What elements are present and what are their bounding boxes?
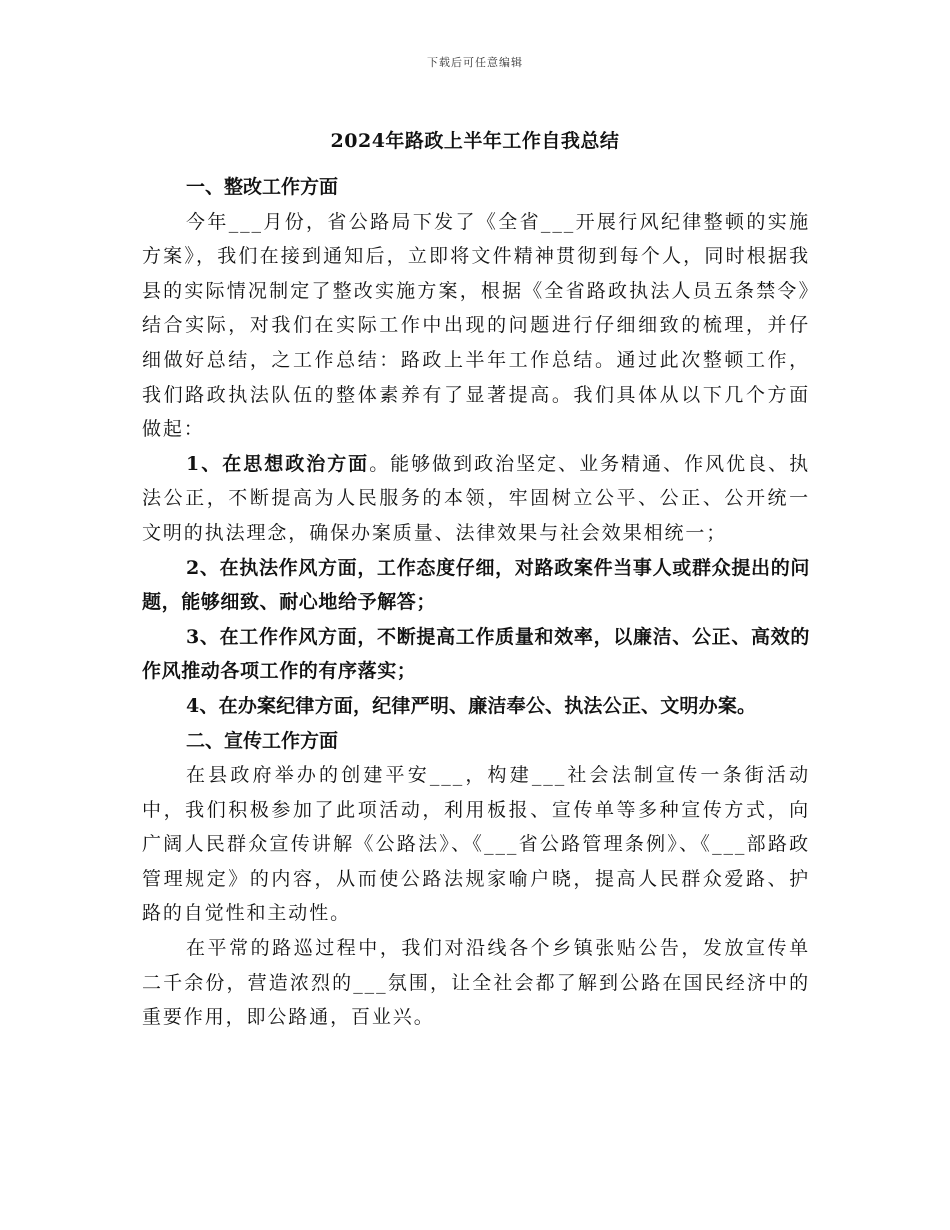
rectification-item-2: 2、在执法作风方面，工作态度仔细，对路政案件当事人或群众提出的问题，能够细致、耐心地给予解答； — [142, 556, 810, 614]
publicity-paragraph-1: 在县政府举办的创建平安___，构建___社会法制宣传一条街活动中，我们积极参加了此项活动，利用板报、宣传单等多种宣传方式，向广阔人民群众宣传讲解《公路法》、《___省公路管理条例》、《___部路政管理规定》的内容，从而使公路法规家喻户晓，提高人民群众爱路、护路的自觉性和主动性。 — [142, 764, 810, 925]
document-title: 2024年路政上半年工作自我总结 — [330, 130, 620, 152]
header-note: 下载后可任意编辑 — [427, 56, 523, 69]
rectification-item-4: 4、在办案纪律方面，纪律严明、廉洁奉公、执法公正、文明办案。 — [186, 694, 757, 717]
rectification-item-1 — [142, 447, 810, 551]
item-1-text: 。能够做到政治坚定、业务精通、作风优良、执法公正，不断提高为人民服务的本领，牢固树立公平、公正、公开统一文明的执法理念，确保办案质量、法律效果与社会效果相统一； — [142, 452, 810, 544]
rectification-item-3: 3、在工作作风方面，不断提高工作质量和效率，以廉洁、公正、高效的作风推动各项工作的有序落实； — [142, 625, 810, 683]
publicity-paragraph-2: 在平常的路巡过程中，我们对沿线各个乡镇张贴公告，发放宣传单二千余份，营造浓烈的___氛围，让全社会都了解到公路在国民经济中的重要作用，即公路通，百业兴。 — [142, 937, 810, 1029]
section-heading-rectification: 一、整改工作方面 — [186, 176, 339, 198]
item-1-lead: 1、在思想政治方面 — [186, 452, 370, 475]
document-body — [142, 170, 810, 1035]
rectification-intro-paragraph: 今年___月份，省公路局下发了《全省___开展行风纪律整顿的实施方案》，我们在接到通知后，立即将文件精神贯彻到每个人，同时根据我县的实际情况制定了整改实施方案，根据《全省路政执法人员五条禁令》结合实际，对我们在实际工作中出现的问题进行仔细细致的梳理，并仔细做好总结，之工作总结：路政上半年工作总结。通过此次整顿工作，我们路政执法队伍的整体素养有了显著提高。我们具体从以下几个方面做起： — [142, 210, 810, 441]
section-heading-publicity: 二、宣传工作方面 — [186, 729, 339, 752]
